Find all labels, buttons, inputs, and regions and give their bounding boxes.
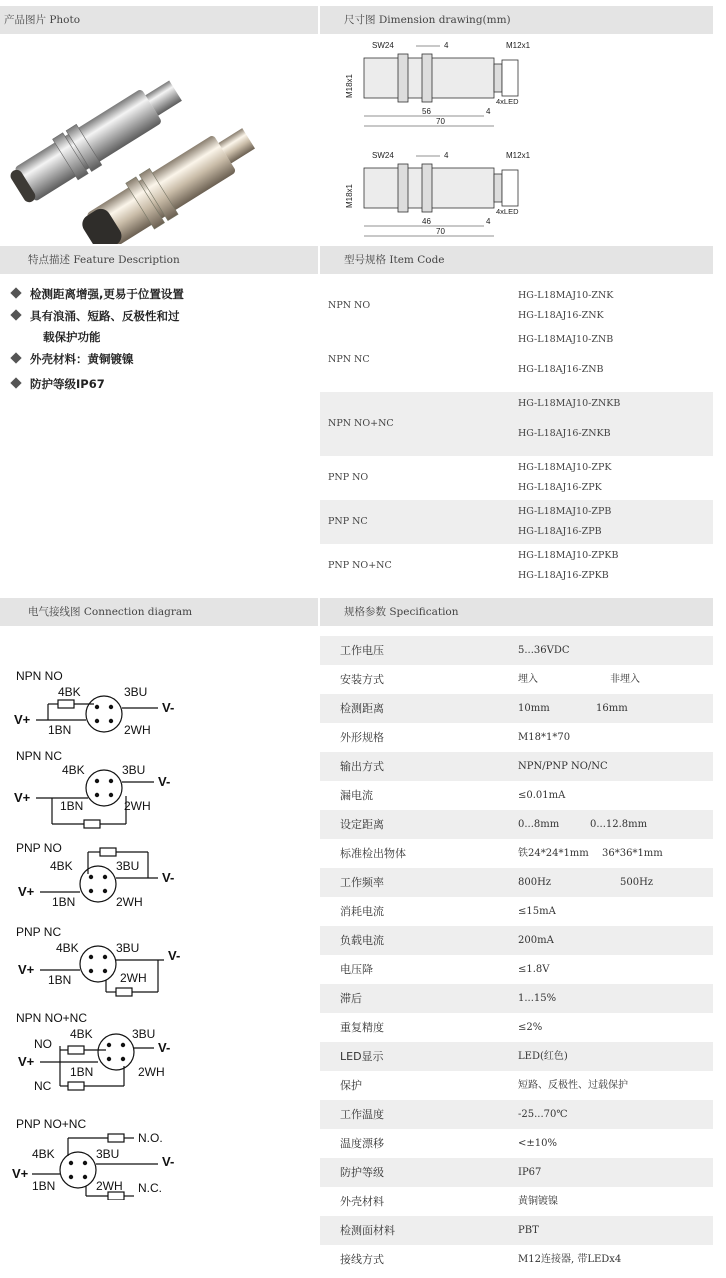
nc-label: NC xyxy=(34,1079,52,1093)
diagram-npn-no-nc xyxy=(16,1011,170,1093)
pin-label: 3BU xyxy=(132,1027,156,1041)
spec-value: LED(红色) xyxy=(518,1051,568,1062)
spec-row xyxy=(320,926,713,955)
item-code-value: HG-L18MAJ10-ZNKB xyxy=(518,398,621,409)
spec-value: 200mA xyxy=(518,935,554,946)
photo-header-label: 产品图片 Photo xyxy=(4,14,81,26)
diagram-title: NPN NO+NC xyxy=(16,1011,88,1025)
diagram-npn-no xyxy=(14,669,174,737)
pin-label: 1BN xyxy=(70,1065,94,1079)
photo-header xyxy=(0,6,318,34)
spec-value: 埋入 xyxy=(518,674,538,685)
feature-item xyxy=(8,286,308,302)
diagram-title: NPN NO xyxy=(16,669,63,683)
spec-row xyxy=(320,1129,713,1158)
item-code-row xyxy=(320,500,713,544)
pin-label: 4BK xyxy=(50,859,73,873)
item-code-header xyxy=(320,246,713,274)
product-photo xyxy=(4,36,304,244)
pin-label: 3BU xyxy=(122,763,146,777)
spec-name: 检测距离 xyxy=(340,702,384,715)
spec-value-2: 36*36*1mm xyxy=(602,848,663,859)
spec-name: 电压降 xyxy=(340,963,373,976)
spec-row xyxy=(320,1187,713,1216)
dim2-sw: SW24 xyxy=(372,151,394,160)
spec-value: M12连接器, 带LEDx4 xyxy=(518,1254,622,1265)
dim2-connector: M12x1 xyxy=(506,151,531,160)
feature-header xyxy=(0,246,318,274)
spec-row xyxy=(320,1013,713,1042)
spec-value: 1...15% xyxy=(518,993,557,1004)
spec-name: 防护等级 xyxy=(340,1166,384,1179)
spec-value: 铁24*24*1mm xyxy=(518,848,589,859)
item-code-type: NPN NO+NC xyxy=(328,418,394,429)
spec-value: -25...70℃ xyxy=(518,1109,568,1120)
spec-name: 检测面材料 xyxy=(340,1224,395,1237)
vplus-label: V+ xyxy=(18,962,35,977)
no-label: N.O. xyxy=(138,1131,163,1145)
nc-label: N.C. xyxy=(138,1181,162,1195)
spec-row xyxy=(320,694,713,723)
spec-value: IP67 xyxy=(518,1167,542,1178)
spec-value: M18*1*70 xyxy=(518,732,571,743)
item-code-type: PNP NO+NC xyxy=(328,560,392,571)
feature-text: 外壳材料：黄铜镀镍 xyxy=(30,352,134,366)
spec-name: 温度漂移 xyxy=(340,1137,384,1150)
dim1-len-a: 56 xyxy=(422,107,431,116)
spec-name: 消耗电流 xyxy=(340,905,384,918)
diagram-pnp-nc xyxy=(16,925,180,987)
spec-name: 安装方式 xyxy=(340,673,384,686)
spec-row xyxy=(320,1042,713,1071)
spec-value: ≤0.01mA xyxy=(518,790,566,801)
dim2-thread: M18x1 xyxy=(345,183,354,208)
feature-item xyxy=(8,351,308,367)
spec-value: PBT xyxy=(518,1225,539,1236)
diamond-bullet-icon xyxy=(10,377,21,388)
spec-name: 接线方式 xyxy=(340,1253,384,1266)
vplus-label: V+ xyxy=(12,1166,29,1181)
spec-row xyxy=(320,839,713,868)
spec-name: 负载电流 xyxy=(340,934,384,947)
spec-name: 工作电压 xyxy=(340,644,384,657)
item-code-value: HG-L18AJ16-ZPK xyxy=(518,482,602,493)
item-code-type: PNP NO xyxy=(328,472,369,483)
spec-name: 外壳材料 xyxy=(340,1195,384,1208)
spec-name: 输出方式 xyxy=(340,760,384,773)
dim2-len-a: 46 xyxy=(422,217,431,226)
spec-name: 重复精度 xyxy=(340,1021,384,1034)
spec-value: ≤2% xyxy=(518,1022,543,1033)
feature-item-continuation xyxy=(43,329,343,345)
diagram-npn-nc xyxy=(14,749,170,813)
dimension-header xyxy=(320,6,713,34)
dimension-header-label: 尺寸图 Dimension drawing(mm) xyxy=(344,14,511,26)
spec-value-2: 16mm xyxy=(596,703,628,714)
dimension-drawing-1 xyxy=(345,41,531,126)
pin-label: 4BK xyxy=(32,1147,55,1161)
item-code-type: NPN NC xyxy=(328,354,370,365)
spec-name: 滞后 xyxy=(340,992,362,1005)
spec-name: 工作频率 xyxy=(340,876,384,889)
pin-label: 4BK xyxy=(58,685,81,699)
connection-header-label: 电气接线图 Connection diagram xyxy=(28,606,193,618)
spec-value: 黄铜镀镍 xyxy=(518,1196,558,1207)
spec-name: 设定距离 xyxy=(340,818,384,831)
pin-label: 1BN xyxy=(48,723,72,737)
spec-row xyxy=(320,636,713,665)
pin-label: 1BN xyxy=(60,799,84,813)
diamond-bullet-icon xyxy=(10,287,21,298)
vplus-label: V+ xyxy=(14,712,31,727)
diagram-title: PNP NC xyxy=(16,925,62,939)
spec-value: 短路、反极性、过载保护 xyxy=(518,1080,628,1091)
no-label: NO xyxy=(34,1037,52,1051)
item-code-value: HG-L18AJ16-ZNKB xyxy=(518,428,611,439)
dim2-total: 70 xyxy=(436,227,445,236)
feature-text: 具有浪涌、短路、反极性和过 xyxy=(30,309,180,323)
pin-label: 2WH xyxy=(120,971,147,985)
feature-text: 防护等级IP67 xyxy=(30,377,105,391)
dimension-drawings xyxy=(336,34,536,244)
dim1-sw: SW24 xyxy=(372,41,394,50)
spec-value: NPN/PNP NO/NC xyxy=(518,761,608,772)
specification-header xyxy=(320,598,713,626)
diamond-bullet-icon xyxy=(10,352,21,363)
diagram-title: PNP NO xyxy=(16,841,62,855)
pin-label: 2WH xyxy=(124,799,151,813)
dim1-led: 4xLED xyxy=(496,97,519,106)
spec-row xyxy=(320,752,713,781)
spec-row xyxy=(320,1245,713,1274)
item-code-type: PNP NC xyxy=(328,516,368,527)
spec-value: <±10% xyxy=(518,1138,557,1149)
spec-row xyxy=(320,810,713,839)
pin-label: 4BK xyxy=(62,763,85,777)
item-code-row xyxy=(320,392,713,456)
spec-value: 5...36VDC xyxy=(518,645,570,656)
spec-value-2: 0...12.8mm xyxy=(590,819,648,830)
spec-row xyxy=(320,781,713,810)
spec-value-2: 非埋入 xyxy=(610,674,640,685)
item-code-value: HG-L18MAJ10-ZPK xyxy=(518,462,612,473)
vplus-label: V+ xyxy=(14,790,31,805)
item-code-row xyxy=(320,544,713,590)
spec-row xyxy=(320,723,713,752)
dim1-total: 70 xyxy=(436,117,445,126)
feature-text: 检测距离增强,更易于位置设置 xyxy=(30,287,184,301)
spec-row xyxy=(320,1071,713,1100)
feature-text: 载保护功能 xyxy=(43,330,101,344)
connection-diagrams xyxy=(8,660,218,1200)
spec-name: 漏电流 xyxy=(340,789,373,802)
dim2-gap: 4 xyxy=(444,151,449,160)
item-code-header-label: 型号规格 Item Code xyxy=(344,254,445,266)
dim1-thread: M18x1 xyxy=(345,73,354,98)
pin-label: 1BN xyxy=(52,895,76,909)
dim2-len-b: 4 xyxy=(486,217,491,226)
spec-row xyxy=(320,897,713,926)
spec-row xyxy=(320,1158,713,1187)
item-code-value: HG-L18AJ16-ZPKB xyxy=(518,570,609,581)
feature-item xyxy=(8,376,308,392)
item-code-row xyxy=(320,328,713,392)
pin-label: 3BU xyxy=(116,859,140,873)
item-code-value: HG-L18AJ16-ZNK xyxy=(518,310,604,321)
spec-value: ≤1.8V xyxy=(518,964,550,975)
vminus-label: V- xyxy=(158,1040,171,1055)
item-code-value: HG-L18MAJ10-ZPB xyxy=(518,506,612,517)
spec-row xyxy=(320,1100,713,1129)
pin-label: 2WH xyxy=(96,1179,123,1193)
spec-row xyxy=(320,1216,713,1245)
pin-label: 3BU xyxy=(116,941,140,955)
spec-name: 工作温度 xyxy=(340,1108,384,1121)
dim1-len-b: 4 xyxy=(486,107,491,116)
item-code-value: HG-L18MAJ10-ZNK xyxy=(518,290,614,301)
diagram-pnp-no xyxy=(16,841,174,909)
pin-label: 3BU xyxy=(124,685,148,699)
vminus-label: V- xyxy=(162,870,175,885)
vminus-label: V- xyxy=(158,774,171,789)
item-code-value: HG-L18MAJ10-ZPKB xyxy=(518,550,619,561)
dim1-connector: M12x1 xyxy=(506,41,531,50)
vplus-label: V+ xyxy=(18,1054,35,1069)
spec-value: ≤15mA xyxy=(518,906,556,917)
spec-value-2: 500Hz xyxy=(620,877,654,888)
item-code-value: HG-L18AJ16-ZNB xyxy=(518,364,604,375)
dim2-led: 4xLED xyxy=(496,207,519,216)
pin-label: 2WH xyxy=(116,895,143,909)
spec-value: 800Hz xyxy=(518,877,552,888)
diagram-title: PNP NO+NC xyxy=(16,1117,87,1131)
spec-value: 0...8mm xyxy=(518,819,560,830)
feature-header-label: 特点描述 Feature Description xyxy=(28,254,180,266)
dimension-drawing-2 xyxy=(345,151,531,236)
feature-item xyxy=(8,308,308,324)
item-code-row xyxy=(320,284,713,328)
connection-header xyxy=(0,598,318,626)
pin-label: 2WH xyxy=(124,723,151,737)
spec-row xyxy=(320,984,713,1013)
pin-label: 2WH xyxy=(138,1065,165,1079)
diagram-title: NPN NC xyxy=(16,749,63,763)
item-code-row xyxy=(320,456,713,500)
spec-row xyxy=(320,868,713,897)
spec-row xyxy=(320,955,713,984)
vplus-label: V+ xyxy=(18,884,35,899)
pin-label: 4BK xyxy=(56,941,79,955)
vminus-label: V- xyxy=(168,948,181,963)
pin-label: 4BK xyxy=(70,1027,93,1041)
diagram-pnp-no-nc xyxy=(12,1117,174,1195)
item-code-type: NPN NO xyxy=(328,300,371,311)
pin-label: 1BN xyxy=(32,1179,56,1193)
spec-name: 外形规格 xyxy=(340,731,384,744)
spec-name: 标准检出物体 xyxy=(340,847,406,860)
diamond-bullet-icon xyxy=(10,309,21,320)
item-code-value: HG-L18AJ16-ZPB xyxy=(518,526,602,537)
item-code-value: HG-L18MAJ10-ZNB xyxy=(518,334,614,345)
pin-label: 1BN xyxy=(48,973,72,987)
dim1-gap: 4 xyxy=(444,41,449,50)
spec-name: LED显示 xyxy=(340,1050,384,1063)
spec-value: 10mm xyxy=(518,703,550,714)
vminus-label: V- xyxy=(162,1154,175,1169)
spec-row xyxy=(320,665,713,694)
pin-label: 3BU xyxy=(96,1147,120,1161)
specification-header-label: 规格参数 Specification xyxy=(344,606,459,618)
vminus-label: V- xyxy=(162,700,175,715)
spec-name: 保护 xyxy=(340,1079,362,1092)
